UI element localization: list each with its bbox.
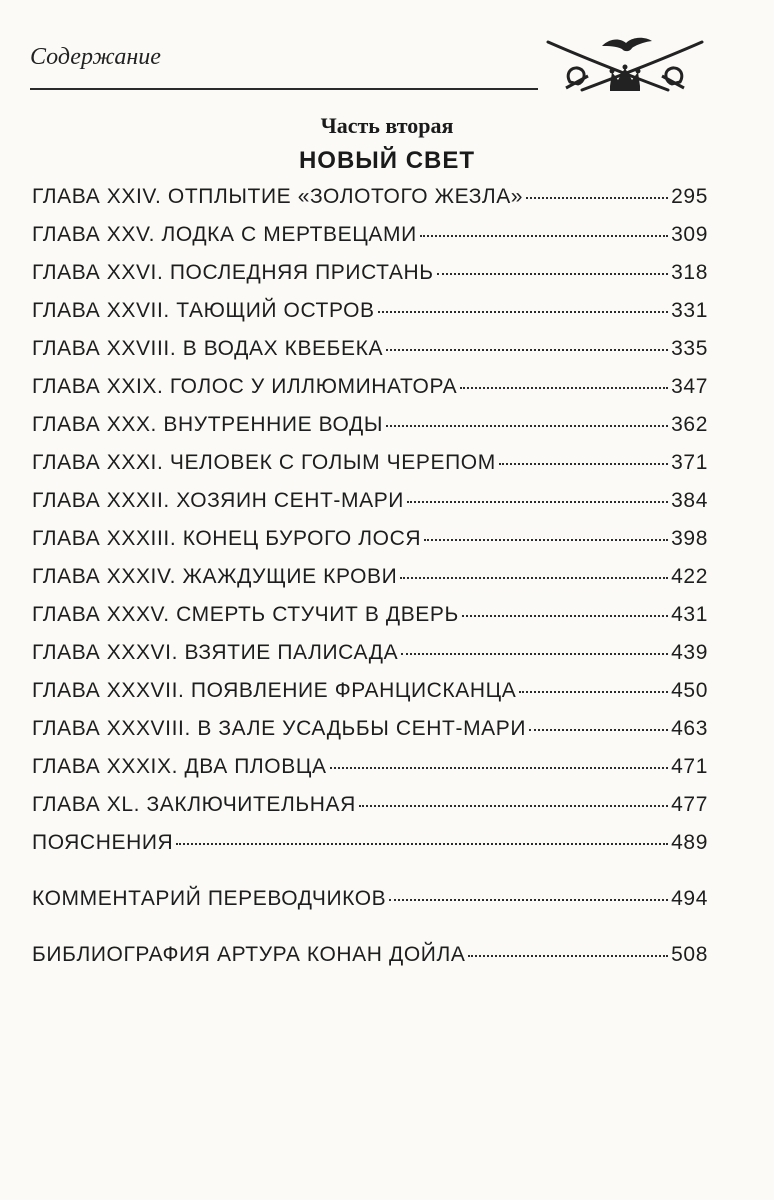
dot-leader: [424, 539, 668, 541]
dot-leader: [407, 501, 668, 503]
table-of-contents: [32, 180, 708, 968]
toc-entry-title: ГЛАВА XXXIII. КОНЕЦ БУРОГО ЛОСЯ: [32, 527, 422, 550]
toc-entry: [32, 374, 708, 400]
toc-entry-title: ГЛАВА XXXIX. ДВА ПЛОВЦА: [32, 755, 327, 778]
dot-leader: [460, 387, 668, 389]
toc-entry: [32, 942, 708, 968]
toc-entry-title: ГЛАВА XXXIV. ЖАЖДУЩИЕ КРОВИ: [32, 565, 398, 588]
toc-entry-title: ГЛАВА XXXI. ЧЕЛОВЕК С ГОЛЫМ ЧЕРЕПОМ: [32, 451, 496, 474]
toc-entry-page: 318: [671, 261, 708, 284]
toc-entry-title: ГЛАВА XXIV. ОТПЛЫТИЕ «ЗОЛОТОГО ЖЕЗЛА»: [32, 185, 524, 208]
dot-leader: [437, 273, 669, 275]
dot-leader: [359, 805, 668, 807]
dot-leader: [526, 197, 668, 199]
toc-entry-page: 489: [671, 831, 708, 854]
toc-entry-title: КОММЕНТАРИЙ ПЕРЕВОДЧИКОВ: [32, 887, 387, 910]
toc-entry-title: ГЛАВА XXVII. ТАЮЩИЙ ОСТРОВ: [32, 299, 375, 322]
toc-entry: [32, 488, 708, 514]
toc-entry-page: 331: [671, 299, 708, 322]
part-title: Часть вторая: [320, 113, 454, 138]
toc-entry: [32, 184, 708, 210]
toc-entry-title: ПОЯСНЕНИЯ: [32, 831, 174, 854]
toc-entry-page: 508: [671, 943, 708, 966]
toc-entry-page: 450: [671, 679, 708, 702]
dot-leader: [400, 577, 668, 579]
toc-entry-page: 463: [671, 717, 708, 740]
toc-entry-page: 295: [671, 185, 708, 208]
dot-leader: [330, 767, 669, 769]
toc-entry-page: 362: [671, 413, 708, 436]
toc-entry-page: 398: [671, 527, 708, 550]
crossed-sabers-crown-eagle-icon: [540, 34, 710, 100]
toc-entry-page: 439: [671, 641, 708, 664]
toc-entry: [32, 886, 708, 912]
toc-entry-title: ГЛАВА XXIX. ГОЛОС У ИЛЛЮМИНАТОРА: [32, 375, 458, 398]
toc-entry-page: 477: [671, 793, 708, 816]
toc-entry-title: ГЛАВА XXXV. СМЕРТЬ СТУЧИТ В ДВЕРЬ: [32, 603, 459, 626]
toc-entry-page: 335: [671, 337, 708, 360]
toc-entry-title: ГЛАВА XXVIII. В ВОДАХ КВЕБЕКА: [32, 337, 384, 360]
part-subtitle: НОВЫЙ СВЕТ: [298, 147, 476, 174]
toc-entry-title: ГЛАВА XXXII. ХОЗЯИН СЕНТ-МАРИ: [32, 489, 405, 512]
toc-entry-page: 371: [671, 451, 708, 474]
toc-entry: [32, 830, 708, 856]
toc-entry: [32, 450, 708, 476]
toc-entry: [32, 260, 708, 286]
dot-leader: [389, 899, 668, 901]
toc-entry: [32, 412, 708, 438]
dot-leader: [499, 463, 668, 465]
toc-entry-page: 431: [671, 603, 708, 626]
toc-entry: [32, 298, 708, 324]
toc-entry: [32, 754, 708, 780]
toc-entry: [32, 602, 708, 628]
toc-entry: [32, 640, 708, 666]
header-rule: [30, 88, 538, 90]
toc-entry-page: 471: [671, 755, 708, 778]
toc-entry-page: 347: [671, 375, 708, 398]
toc-entry: [32, 716, 708, 742]
toc-entry: [32, 792, 708, 818]
dot-leader: [462, 615, 668, 617]
toc-entry: [32, 564, 708, 590]
dot-leader: [386, 425, 668, 427]
dot-leader: [468, 955, 668, 957]
toc-entry-title: ГЛАВА XXXVII. ПОЯВЛЕНИЕ ФРАНЦИСКАНЦА: [32, 679, 517, 702]
dot-leader: [420, 235, 668, 237]
running-title: Содержание: [30, 44, 161, 70]
toc-entry-title: ГЛАВА XL. ЗАКЛЮЧИТЕЛЬНАЯ: [32, 793, 356, 816]
dot-leader: [529, 729, 668, 731]
dot-leader: [386, 349, 668, 351]
toc-entry: [32, 222, 708, 248]
toc-entry-page: 384: [671, 489, 708, 512]
dot-leader: [401, 653, 668, 655]
toc-entry-title: ГЛАВА XXXVIII. В ЗАЛЕ УСАДЬБЫ СЕНТ-МАРИ: [32, 717, 527, 740]
toc-entry-title: БИБЛИОГРАФИЯ АРТУРА КОНАН ДОЙЛА: [32, 943, 466, 966]
toc-entry-page: 309: [671, 223, 708, 246]
dot-leader: [378, 311, 668, 313]
toc-entry: [32, 526, 708, 552]
toc-entry-page: 494: [671, 887, 708, 910]
toc-entry: [32, 336, 708, 362]
toc-entry-title: ГЛАВА XXV. ЛОДКА С МЕРТВЕЦАМИ: [32, 223, 417, 246]
dot-leader: [176, 843, 668, 845]
toc-entry-title: ГЛАВА XXVI. ПОСЛЕДНЯЯ ПРИСТАНЬ: [32, 261, 434, 284]
toc-entry: [32, 678, 708, 704]
toc-entry-title: ГЛАВА XXX. ВНУТРЕННИЕ ВОДЫ: [32, 413, 384, 436]
dot-leader: [519, 691, 668, 693]
toc-entry-page: 422: [671, 565, 708, 588]
toc-entry-title: ГЛАВА XXXVI. ВЗЯТИЕ ПАЛИСАДА: [32, 641, 399, 664]
